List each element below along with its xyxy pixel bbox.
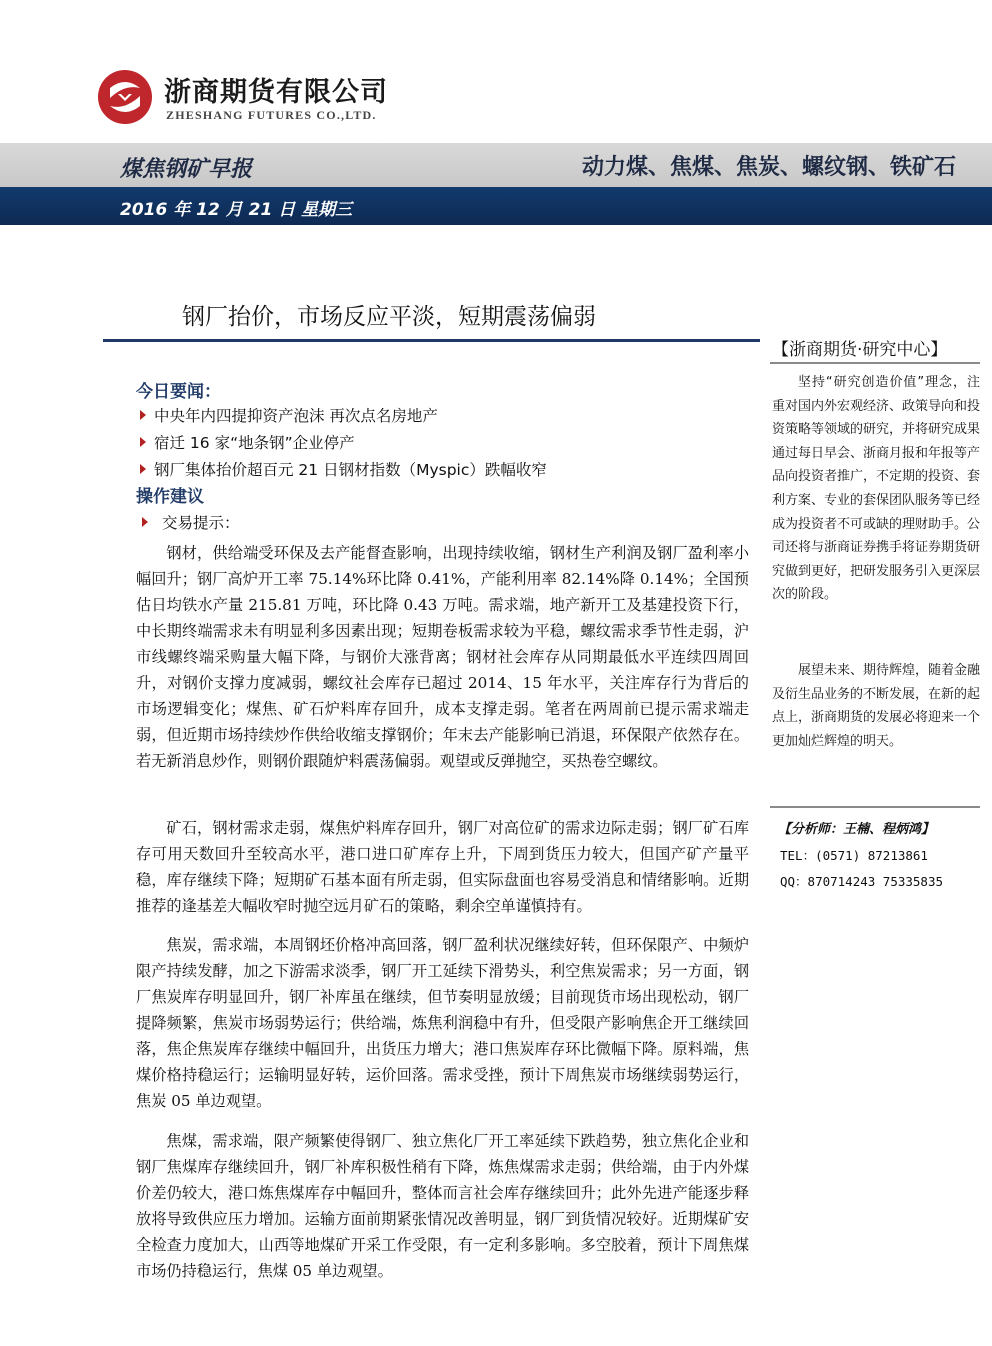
company-name: 浙商期货有限公司: [164, 77, 388, 108]
analyst-label: 【分析师：王楠、程炳鸿】: [778, 822, 935, 837]
paragraph-iron-ore: 矿石，钢材需求走弱，煤焦炉料库存回升，钢厂对高位矿的需求边际走弱；钢厂矿石库存可用天数回升至较高水平，港口进口矿库存上升，下周到货压力较大，但国产矿产量平稳，库存继续下降；短期矿石基本面有所走弱，但实际盘面也容易受消息和情绪影响。近期推荐的逢基差大幅收窄时抛空远月矿石的策略，剩余空单谨慎持有。: [136, 819, 749, 915]
arrow-right-icon: [140, 410, 146, 420]
news-item: [140, 431, 355, 453]
contact-tel: TEL：(0571) 87213861: [780, 848, 928, 863]
sidebar-intro-p1: 坚持“研究创造价值”理念，注重对国内外宏观经济、政策导向和投资策略等领域的研究，并将研究成果通过每日早会、浙商月报和年报等产品向投资者推广，不定期的投资、套利方案、专业的套保团队服务等已经成为投资者不可或缺的理财助手。公司还将与浙商证券携手将证券期货研究做到更好，把研发服务引入更深层次的阶段。: [772, 375, 981, 603]
sidebar-intro-p2: 展望未来、期待辉煌，随着金融及衍生品业务的不断发展，在新的起点上，浙商期货的发展必将迎来一个更加灿烂辉煌的明天。: [772, 663, 981, 749]
trade-tip: [142, 511, 240, 533]
sidebar-divider-2: [770, 806, 980, 808]
report-title: 煤焦钢矿早报: [120, 157, 253, 182]
sidebar-org: 【浙商期货·研究中心】: [772, 340, 948, 360]
headline-divider: [103, 339, 760, 342]
sidebar-divider: [770, 362, 980, 364]
arrow-right-icon: [140, 464, 146, 474]
headline: 钢厂抬价，市场反应平淡，短期震荡偏弱: [182, 304, 596, 330]
news-item-text: 钢厂集体抬价超百元 21 日钢材指数（Myspic）跌幅收窄: [154, 461, 547, 479]
report-date: 2016 年 12 月 21 日 星期三: [120, 200, 353, 220]
paragraph-coking-coal: 焦煤，需求端，限产频繁使得钢厂、独立焦化厂开工率延续下跌趋势，独立焦化企业和钢厂焦煤库存继续回升，钢厂补库积极性稍有下降，炼焦煤需求走弱；供给端，由于内外煤价差仍较大，港口炼焦煤库存中幅回升，整体而言社会库存继续回升；此外先进产能逐步释放将导致供应压力增加。运输方面前期紧张情况改善明显，钢厂到货情况较好。近期煤矿安全检查力度加大，山西等地煤矿开采工作受限，有一定利多影响。多空胶着，预计下周焦煤市场仍持稳运行，焦煤 05 单边观望。: [136, 1132, 749, 1280]
report-products: 动力煤、焦煤、焦炭、螺纹钢、铁矿石: [581, 155, 956, 180]
paragraph-steel: 钢材，供给端受环保及去产能督查影响，出现持续收缩，钢材生产利润及钢厂盈利率小幅回升；钢厂高炉开工率 75.14%环比降 0.41%，产能利用率 82.14%降 0.14%；全国预估日均铁水产量 215.81 万吨，环比降 0.43 万吨。需求端，地产新开工及基建投资下行，中长期终端需求未有明显利多因素出现；短期卷板需求较为平稳，螺纹需求季节性走弱，沪市线螺终端采购量大幅下降，与钢价大涨背离；钢材社会库存从同期最低水平连续四周回升，对钢价支撑力度减弱，螺纹社会库存已超过 2014、15 年水平，关注库存行为背后的市场逻辑变化；煤焦、矿石炉料库存回升，成本支撑走弱。笔者在两周前已提示需求端走弱，但近期市场持续炒作供给收缩支撑钢价；年末去产能影响已消退，环保限产依然存在。若无新消息炒作，则钢价跟随炉料震荡偏弱。观望或反弹抛空，买热卷空螺纹。: [136, 544, 749, 770]
news-item: [140, 404, 438, 426]
advice-section-title: 操作建议: [136, 487, 204, 507]
company-name-en: ZHESHANG FUTURES CO.,LTD.: [166, 108, 377, 122]
contact-qq: QQ：870714243 75335835: [780, 874, 944, 889]
news-item-text: 宿迁 16 家“地条钢”企业停产: [154, 434, 355, 452]
arrow-right-icon: [140, 437, 146, 447]
news-item: [140, 458, 547, 480]
arrow-right-icon: [142, 517, 148, 527]
trade-tip-label: 交易提示：: [162, 514, 240, 532]
company-logo-icon: [96, 68, 154, 126]
news-section-title: 今日要闻：: [136, 382, 221, 402]
news-item-text: 中央年内四提抑资产泡沫 再次点名房地产: [154, 407, 438, 425]
paragraph-coke: 焦炭，需求端，本周钢坯价格冲高回落，钢厂盈利状况继续好转，但环保限产、中频炉限产持续发酵，加之下游需求淡季，钢厂开工延续下滑势头，利空焦炭需求；另一方面，钢厂焦炭库存明显回升，钢厂补库虽在继续，但节奏明显放缓；目前现货市场出现松动，钢厂提降频繁，焦炭市场弱势运行；供给端，炼焦利润稳中有升，但受限产影响焦企开工继续回落，焦企焦炭库存继续中幅回升，出货压力增大；港口焦炭库存环比微幅下降。原料端，焦煤价格持稳运行；运输明显好转，运价回落。需求受挫，预计下周焦炭市场继续弱势运行，焦炭 05 单边观望。: [136, 936, 749, 1110]
